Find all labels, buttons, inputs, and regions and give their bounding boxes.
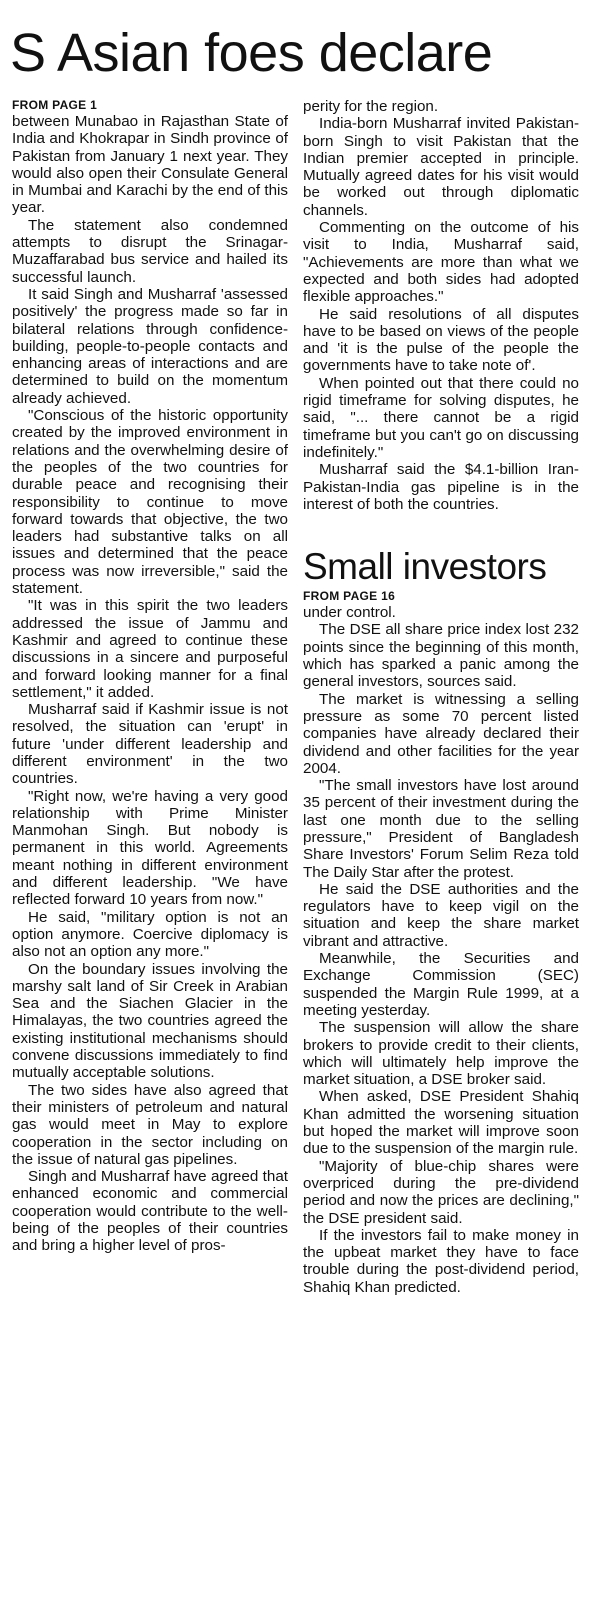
article1-paragraph: "Right now, we're having a very good relationship with Prime Minister Manmohan Singh. But nobody is permanent in this world. Agreements meant nothing in different environment and different leadership. "We have reflected forward 10 years from now." xyxy=(12,787,288,909)
article1-paragraph: perity for the region. xyxy=(303,98,439,115)
article1-paragraph: India-born Musharraf invited Pakistan-born Singh to visit Pakistan that the Indian premier accepted in principle. Mutually agreed dates for his visit would be worked out through diplomatic channels. xyxy=(303,115,579,219)
article2-paragraph: If the investors fail to make money in the upbeat market they have to face trouble during the post-dividend period, Shahiq Khan predicted. xyxy=(303,1226,579,1296)
article1-paragraph: He said resolutions of all disputes have to be based on views of the people and 'it is the pulse of the people the governments have to take note of'. xyxy=(303,305,579,375)
kicker-from-page-16: FROM PAGE 16 xyxy=(303,589,396,604)
right-column xyxy=(303,98,579,1296)
article1-left-column xyxy=(12,98,288,1255)
article1-paragraph: Singh and Musharraf have agreed that enhanced economic and commercial cooperation would contribute to the well-being of the peoples of their countries and bring a higher level of pros- xyxy=(12,1168,288,1255)
article2-paragraph: "Majority of blue-chip shares were overpriced during the pre-dividend period and now the prices are declining," the DSE president said. xyxy=(303,1157,579,1227)
article1-paragraph: Commenting on the outcome of his visit to India, Musharraf said, "Achievements are more than what we expected and both sides had adopted flexible approaches." xyxy=(303,219,579,306)
article1-paragraph: Musharraf said the $4.1-billion Iran-Pakistan-India gas pipeline is in the interest of both the countries. xyxy=(303,461,579,513)
article1-paragraph: It said Singh and Musharraf 'assessed positively' the progress made so far in bilateral relations through confidence-building, people-to-people contacts and enhancing areas of interactions and are determined to build on the momentum already achieved. xyxy=(12,285,288,407)
kicker-from-page-1: FROM PAGE 1 xyxy=(12,98,98,112)
article2-paragraph: under control. xyxy=(303,604,396,622)
article2-paragraph: The market is witnessing a selling pressure as some 70 percent listed companies have already declared their dividend and other facilities for the year 2004. xyxy=(303,690,579,777)
article1-paragraph: He said, "military option is not an option anymore. Coercive diplomacy is also not an option any more." xyxy=(12,908,288,961)
article2-paragraph: The suspension will allow the share brokers to provide credit to their clients, which will ultimately help improve the market situation, a DSE broker said. xyxy=(303,1019,579,1089)
article2-paragraph: He said the DSE authorities and the regulators have to keep vigil on the situation and keep the share market vibrant and attractive. xyxy=(303,880,579,950)
article1-paragraph: between Munabao in Rajasthan State of India and Khokrapar in Sindh province of Pakistan from January 1 next year. They would also open their Consulate General in Mumbai and Karachi by the end of this year. xyxy=(12,113,288,217)
article2-paragraph: Meanwhile, the Securities and Exchange Commission (SEC) suspended the Margin Rule 1999, at a meeting yesterday. xyxy=(303,950,579,1019)
article1-paragraph: On the boundary issues involving the marshy salt land of Sir Creek in Arabian Sea and the Siachen Glacier in the Himalayas, the two countries agreed the existing institutional mechanisms should convene discussions immediately to find mutually acceptable solutions. xyxy=(12,960,288,1082)
article1-paragraph: "It was in this spirit the two leaders addressed the issue of Jammu and Kashmir and agreed to continue these discussions in a sincere and purposeful and forward looking manner for a final settlement," it added. xyxy=(12,597,288,701)
article1-paragraph: When pointed out that there could no rigid timeframe for solving disputes, he said, "... there cannot be a rigid timeframe but you can't go on discussing indefinitely." xyxy=(303,374,579,461)
article2-paragraph: The DSE all share price index lost 232 points since the beginning of this month, which has sparked a panic among the general investors, sources said. xyxy=(303,621,579,691)
article1-paragraph: "Conscious of the historic opportunity created by the improved environment in relations and the overwhelming desire of the peoples of the two countries for durable peace and recognising their responsibility to continue to move forward towards that objective, the two leaders had substantive talks on all issues and determined that the peace process was now irreversible," said the statement. xyxy=(12,407,288,598)
headline-small-investors: Small investors xyxy=(303,546,547,588)
article1-paragraph: Musharraf said if Kashmir issue is not resolved, the situation can 'erupt' in future 'under different leadership and different environment' in the two countries. xyxy=(12,701,288,788)
article1-paragraph: The statement also condemned attempts to disrupt the Srinagar-Muzaffarabad bus service and hailed its successful launch. xyxy=(12,216,288,286)
article2-paragraph: When asked, DSE President Shahiq Khan admitted the worsening situation but hoped the market will improve soon due to the suspension of the margin rule. xyxy=(303,1088,579,1158)
headline-s-asian-foes: S Asian foes declare xyxy=(10,23,493,83)
article1-paragraph: The two sides have also agreed that their ministers of petroleum and natural gas would meet in May to explore cooperation in the sector including on the issue of natural gas pipelines. xyxy=(12,1081,288,1168)
article2-paragraph: "The small investors have lost around 35 percent of their investment during the last one month due to the selling pressure," President of Bangladesh Share Investors' Forum Selim Reza told The Daily Star after the protest. xyxy=(303,777,579,881)
